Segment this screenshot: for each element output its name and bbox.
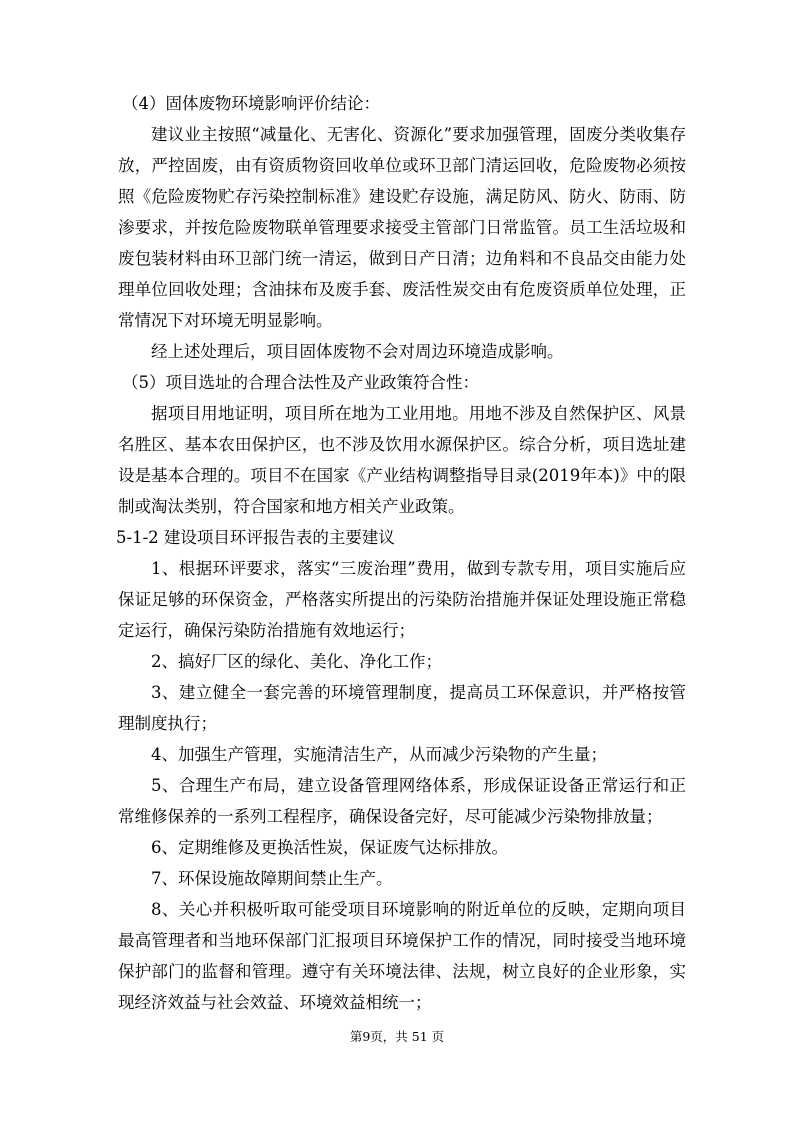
recommendation-item: 4、加强生产管理，实施清洁生产，从而减少污染物的产生量； bbox=[151, 745, 607, 764]
recommendation-item: 7、环保设施故障期间禁止生产。 bbox=[151, 869, 393, 888]
document-body bbox=[118, 88, 686, 1018]
subsection-heading-solid-waste: （4）固体废物环境影响评价结论： bbox=[122, 94, 380, 113]
paragraph-site-selection: 据项目用地证明，项目所在地为工业用地。用地不涉及自然保护区、风景名胜区、基本农田保护区，也不涉及饮用水源保护区。综合分析，项目选址建设是基本合理的。项目不在国家《产业结构调整指导目录(2019年本)》中的限制或淘汰类别，符合国家和地方相关产业政策。 bbox=[118, 404, 686, 516]
paragraph-solid-waste-conclusion: 经上述处理后，项目固体废物不会对周边环境造成影响。 bbox=[151, 342, 564, 361]
recommendation-item: 8、关心并积极听取可能受项目环境影响的附近单位的反映，定期向项目最高管理者和当地环保部门汇报项目环境保护工作的情况，同时接受当地环境保护部门的监督和管理。遵守有关环境法律、法规，树立良好的企业形象，实现经济效益与社会效益、环境效益相统一； bbox=[118, 900, 686, 1012]
section-heading-main-recommendations: 5-1-2 建设项目环评报告表的主要建议 bbox=[116, 528, 395, 547]
page-footer: 第9页，共 51 页 bbox=[349, 1029, 445, 1044]
recommendation-item: 6、定期维修及更换活性炭，保证废气达标排放。 bbox=[151, 838, 508, 857]
recommendation-item: 2、搞好厂区的绿化、美化、净化工作； bbox=[151, 652, 442, 671]
subsection-heading-site-selection: （5）项目选址的合理合法性及产业政策符合性： bbox=[122, 373, 479, 392]
recommendation-item: 1、根据环评要求，落实“三废治理”费用，做到专款专用，项目实施后应保证足够的环保资金，严格落实所提出的污染防治措施并保证处理设施正常稳定运行，确保污染防治措施有效地运行； bbox=[118, 559, 686, 640]
paragraph-solid-waste-measures: 建议业主按照“减量化、无害化、资源化”要求加强管理，固废分类收集存放，严控固废，由有资质物资回收单位或环卫部门清运回收，危险废物必须按照《危险废物贮存污染控制标准》建设贮存设施，满足防风、防火、防雨、防渗要求，并按危险废物联单管理要求接受主管部门日常监管。员工生活垃圾和废包装材料由环卫部门统一清运，做到日产日清；边角料和不良品交由能力处理单位回收处理；含油抹布及废手套、废活性炭交由有危废资质单位处理，正常情况下对环境无明显影响。 bbox=[118, 125, 686, 330]
recommendation-item: 3、建立健全一套完善的环境管理制度，提高员工环保意识，并严格按管理制度执行； bbox=[118, 683, 686, 733]
recommendation-item: 5、合理生产布局，建立设备管理网络体系，形成保证设备正常运行和正常维修保养的一系列工程程序，确保设备完好，尽可能减少污染物排放量； bbox=[118, 776, 686, 826]
